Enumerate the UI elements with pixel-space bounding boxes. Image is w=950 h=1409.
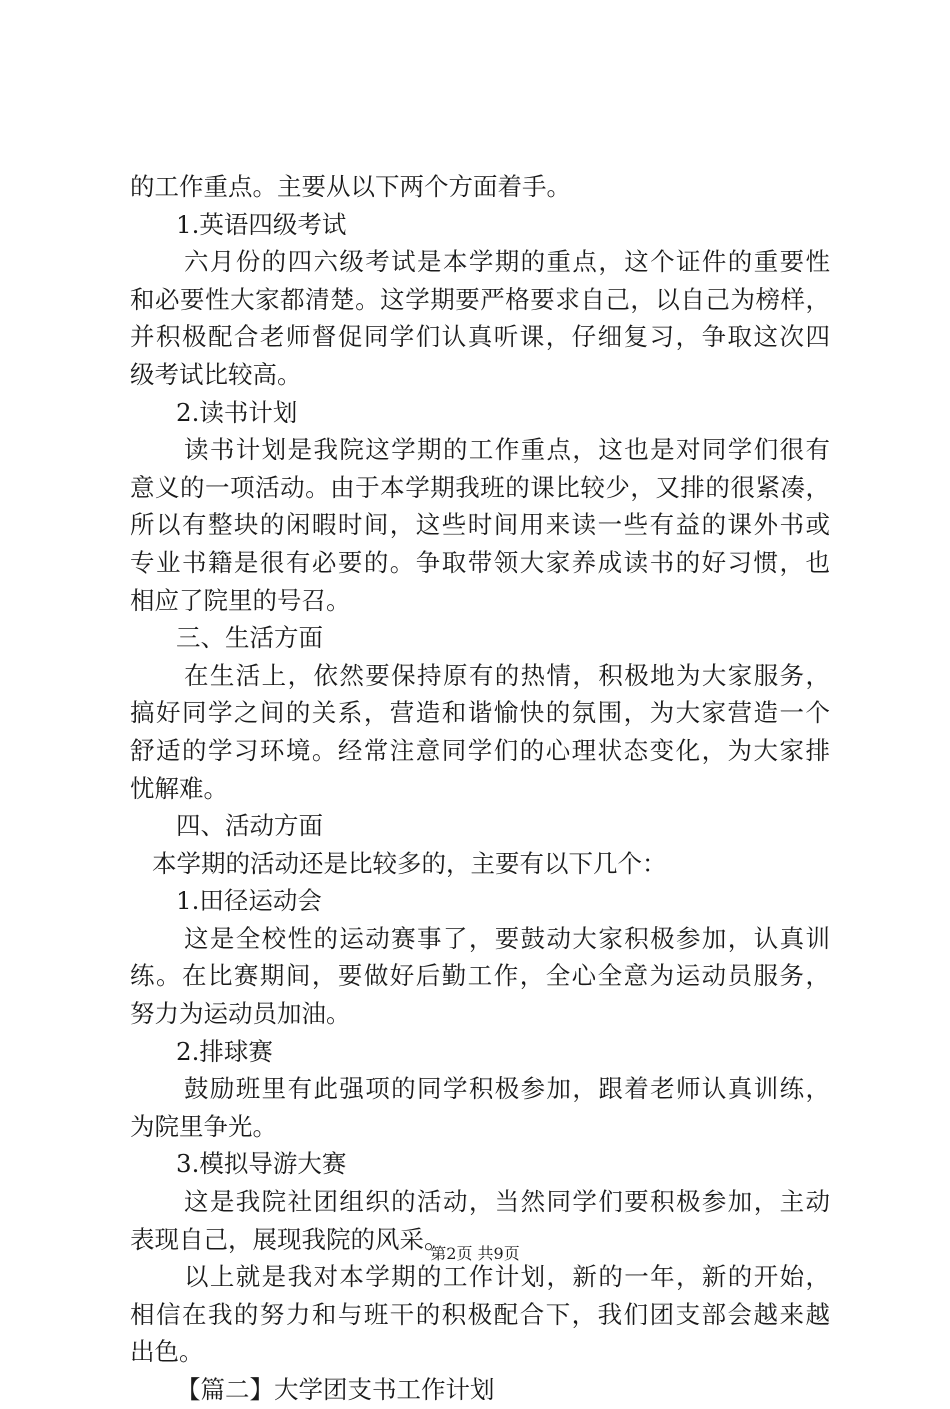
text-line: 为院里争光。 [130, 1111, 277, 1141]
text-line: 出色。 [130, 1337, 204, 1367]
text-line: 这是我院社团组织的活动，当然同学们要积极参加，主动 [184, 1187, 830, 1217]
text-line: 舒适的学习环境。经常注意同学们的心理状态变化，为大家排 [130, 735, 830, 765]
text-line: 忧解难。 [130, 773, 228, 803]
text-line: 六月份的四六级考试是本学期的重点，这个证件的重要性 [184, 247, 830, 277]
article-heading: 【篇二】大学团支书工作计划 [176, 1375, 495, 1404]
page-footer: 第2页 共9页 [430, 1244, 520, 1263]
text-line: 表现自己，展现我院的风采。 [130, 1224, 449, 1254]
text-line: 搞好同学之间的关系，营造和谐愉快的氛围，为大家营造一个 [130, 698, 830, 728]
text-line: 以上就是我对本学期的工作计划，新的一年，新的开始， [184, 1262, 830, 1292]
document-body [130, 168, 830, 1409]
text-line: 鼓励班里有此强项的同学积极参加，跟着老师认真训练， [184, 1074, 830, 1104]
text-line: 专业书籍是很有必要的。争取带领大家养成读书的好习惯，也 [130, 547, 830, 577]
text-line: 所以有整块的闲暇时间，这些时间用来读一些有益的课外书或 [130, 510, 830, 540]
section-heading: 四、活动方面 [176, 811, 323, 841]
text-line: 和必要性大家都清楚。这学期要严格要求自己，以自己为榜样， [130, 284, 830, 314]
subheading: 1.英语四级考试 [176, 209, 347, 239]
text-line: 努力为运动员加油。 [130, 999, 351, 1029]
text-line: 相信在我的努力和与班干的积极配合下，我们团支部会越来越 [130, 1299, 830, 1329]
subheading: 2.排球赛 [176, 1036, 273, 1066]
subheading: 3.模拟导游大赛 [176, 1149, 347, 1179]
text-line: 的工作重点。主要从以下两个方面着手。 [130, 172, 571, 201]
subheading: 2.读书计划 [176, 397, 298, 427]
text-line: 读书计划是我院这学期的工作重点，这也是对同学们很有 [184, 435, 830, 465]
text-line: 这是全校性的运动赛事了，要鼓动大家积极参加，认真训 [184, 923, 830, 953]
text-line: 本学期的活动还是比较多的，主要有以下几个： [152, 848, 667, 878]
text-line: 级考试比较高。 [130, 359, 302, 389]
section-heading: 三、生活方面 [176, 623, 323, 653]
text-line: 意义的一项活动。由于本学期我班的课比较少，又排的很紧凑， [130, 472, 830, 502]
subheading: 1.田径运动会 [176, 886, 322, 916]
text-line: 并积极配合老师督促同学们认真听课，仔细复习，争取这次四 [130, 322, 830, 352]
text-line: 练。在比赛期间，要做好后勤工作，全心全意为运动员服务， [130, 961, 830, 991]
text-line: 相应了院里的号召。 [130, 585, 351, 615]
text-line: 在生活上，依然要保持原有的热情，积极地为大家服务， [184, 660, 830, 690]
